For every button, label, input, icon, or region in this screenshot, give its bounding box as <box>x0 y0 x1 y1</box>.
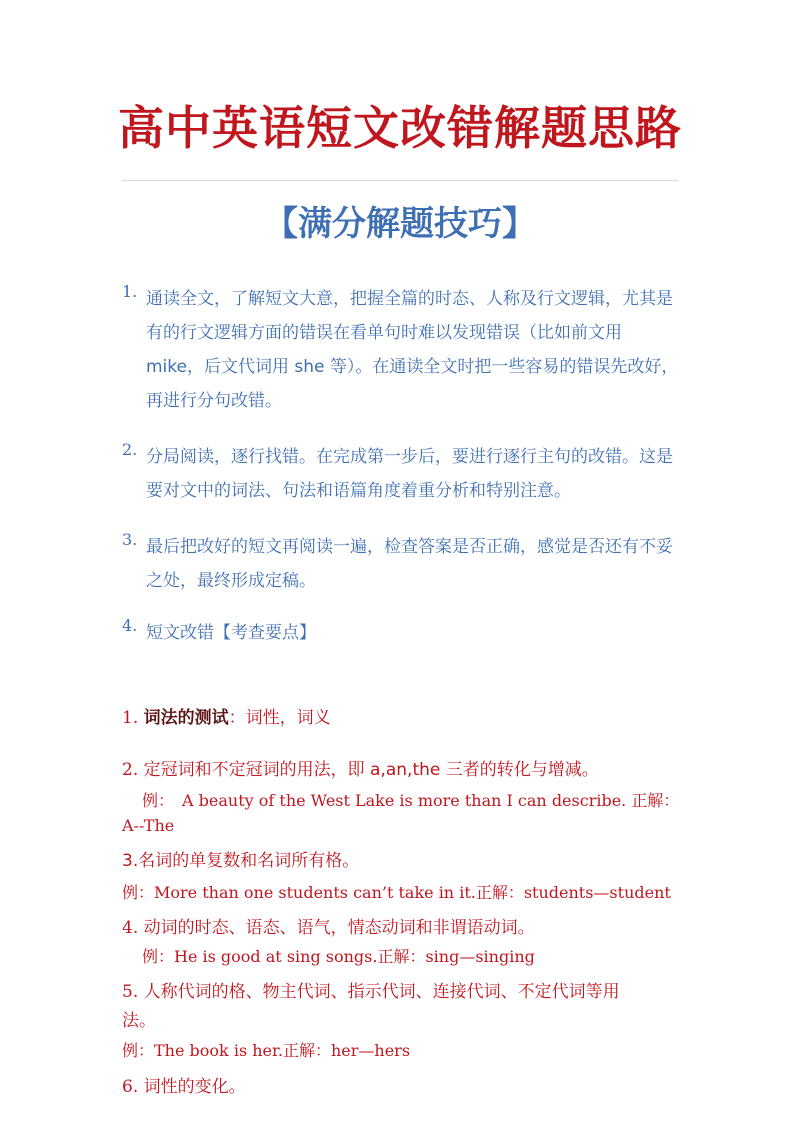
point-2-example-cont: A--The <box>122 816 175 835</box>
point-1-detail: ：词性，词义 <box>228 708 331 728</box>
point-5-example: 例：The book is her.正解：her—hers <box>122 1041 411 1060</box>
point-2-example: 例： A beauty of the West Lake is more than I can describe. 正解： <box>142 791 680 810</box>
point-1 <box>122 703 331 728</box>
point-number: 6. <box>122 1077 139 1097</box>
point-number: 1. <box>122 708 139 728</box>
tip-text: 短文改错【考查要点】 <box>146 623 316 643</box>
tip-text: 分局阅读，逐行找错。在完成第一步后，要进行逐行主句的改错。这是要对文中的词法、句法和语篇角度着重分析和特别注意。 <box>146 447 673 501</box>
point-1-heading: 词法的测试 <box>143 708 229 728</box>
section-subtitle: 【满分解题技巧】 <box>264 204 536 244</box>
point-3-text: 3.名词的单复数和名词所有格。 <box>122 851 360 871</box>
point-5 <box>122 977 620 1002</box>
point-number: 2. <box>122 760 139 780</box>
tip-text: 最后把改好的短文再阅读一遍，检查答案是否正确，感觉是否还有不妥之处，最终形成定稿。 <box>146 537 673 591</box>
point-3-example: 例：More than one students can’t take in it.正解：students—student <box>122 883 671 902</box>
tip-item <box>122 440 684 508</box>
point-2 <box>122 755 599 780</box>
point-4 <box>122 913 535 938</box>
point-4-text: 动词的时态、语态、语气，情态动词和非谓语动词。 <box>143 918 535 938</box>
tip-number: 2. <box>122 440 138 459</box>
title-divider <box>122 180 678 181</box>
point-number: 4. <box>122 918 139 938</box>
point-4-example: 例：He is good at sing songs.正解：sing—singing <box>142 947 535 966</box>
tip-number: 1. <box>122 282 138 301</box>
tip-number: 4. <box>122 616 138 635</box>
page-title: 高中英语短文改错解题思路 <box>118 101 682 155</box>
point-number: 5. <box>122 982 139 1002</box>
point-5-text: 人称代词的格、物主代词、指示代词、连接代词、不定代词等用 <box>143 982 620 1002</box>
point-5-text-cont: 法。 <box>122 1011 156 1031</box>
tip-text: 通读全文，了解短文大意，把握全篇的时态、人称及行文逻辑，尤其是有的行文逻辑方面的错误在看单句时难以发现错误（比如前文用 mike，后文代词用 she 等）。在通读全文时把一些容易的错误先改好，再进行分句改错。 <box>146 289 679 411</box>
tip-item <box>122 282 684 418</box>
point-6 <box>122 1072 246 1097</box>
point-6-text: 词性的变化。 <box>143 1077 246 1097</box>
point-2-text: 定冠词和不定冠词的用法，即 a,an,the 三者的转化与增减。 <box>143 760 599 780</box>
tip-number: 3. <box>122 530 138 549</box>
tips-list <box>122 282 684 650</box>
tip-item <box>122 530 684 598</box>
tip-item <box>122 616 684 650</box>
